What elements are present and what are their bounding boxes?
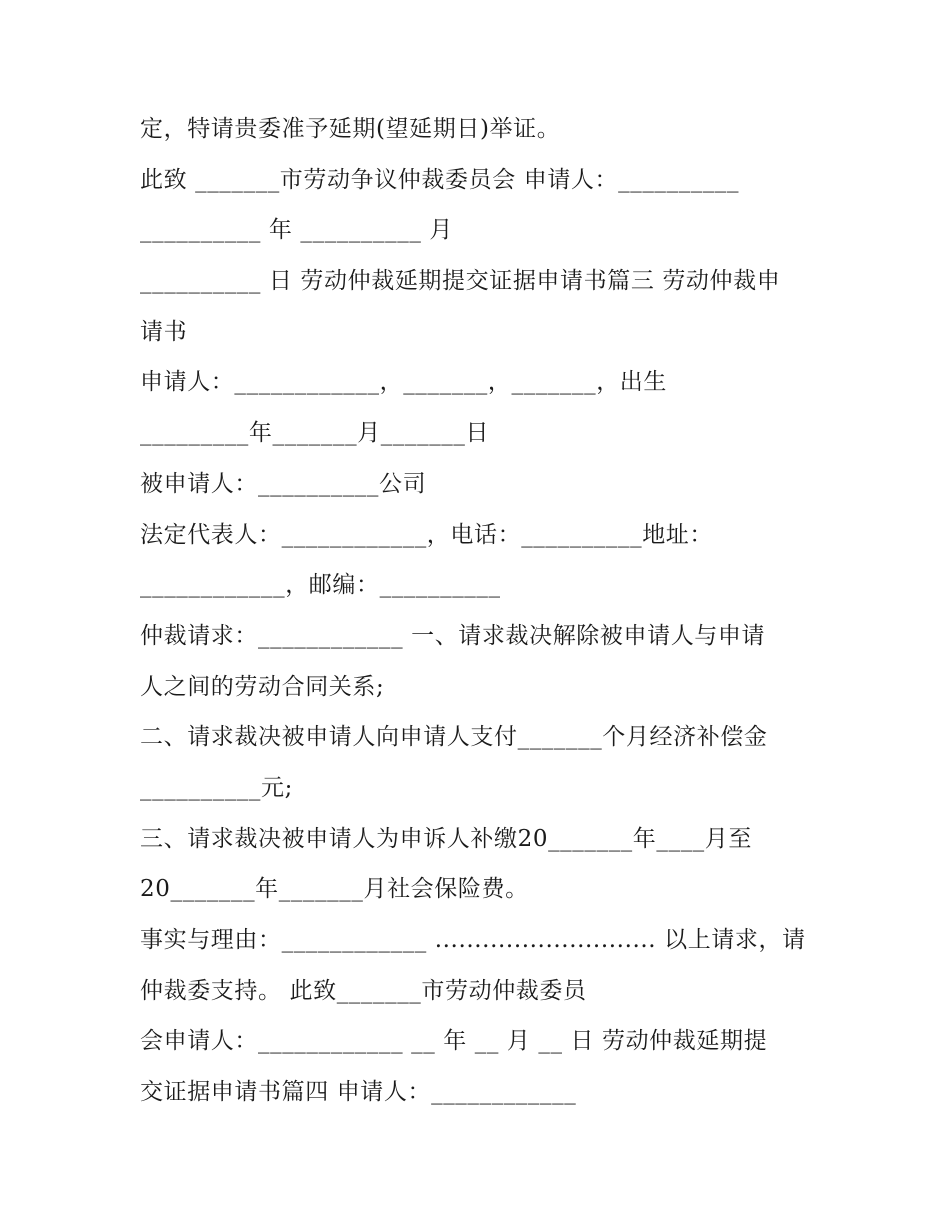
text-line: 事实与理由：____________ ............................ 以上请求，请 — [140, 927, 806, 953]
text-line: 会申请人：____________ __ 年 __ 月 __ 日 劳动仲裁延期提 — [140, 1028, 768, 1055]
text-line: 人之间的劳动合同关系; — [140, 673, 385, 700]
text-line: __________元; — [140, 774, 293, 801]
text-line: __________ 日 劳动仲裁延期提交证据申请书篇三 劳动仲裁申 — [140, 268, 781, 295]
text-line: ____________，邮编：__________ — [140, 572, 501, 599]
text-line: 二、请求裁决被申请人向申请人支付_______个月经济补偿金 — [140, 724, 768, 751]
text-line: 交证据申请书篇四 申请人：____________ — [140, 1079, 577, 1106]
text-line: 定，特请贵委准予延期(望延期日)举证。 — [140, 116, 561, 142]
text-line: 申请人：____________，_______，_______，出生 — [140, 369, 667, 396]
text-line: 被申请人：__________公司 — [140, 470, 427, 497]
text-line: 仲裁委支持。 此致_______市劳动仲裁委员 — [140, 977, 587, 1004]
text-line: 此致 _______市劳动争议仲裁委员会 申请人：__________ — [140, 166, 740, 193]
text-line: 仲裁请求：____________ 一、请求裁决解除被申请人与申请 — [140, 622, 766, 649]
text-line: 请书 — [140, 318, 188, 345]
text-line: __________ 年 __________ 月 — [140, 217, 453, 244]
text-line: 三、请求裁决被申请人为申诉人补缴20_______年____月至 — [140, 825, 752, 852]
text-line: 20_______年_______月社会保险费。 — [140, 876, 529, 903]
text-line: _________年_______月_______日 — [140, 420, 490, 447]
document-body — [140, 104, 820, 1118]
text-line: 法定代表人：____________，电话：__________地址： — [140, 521, 713, 548]
